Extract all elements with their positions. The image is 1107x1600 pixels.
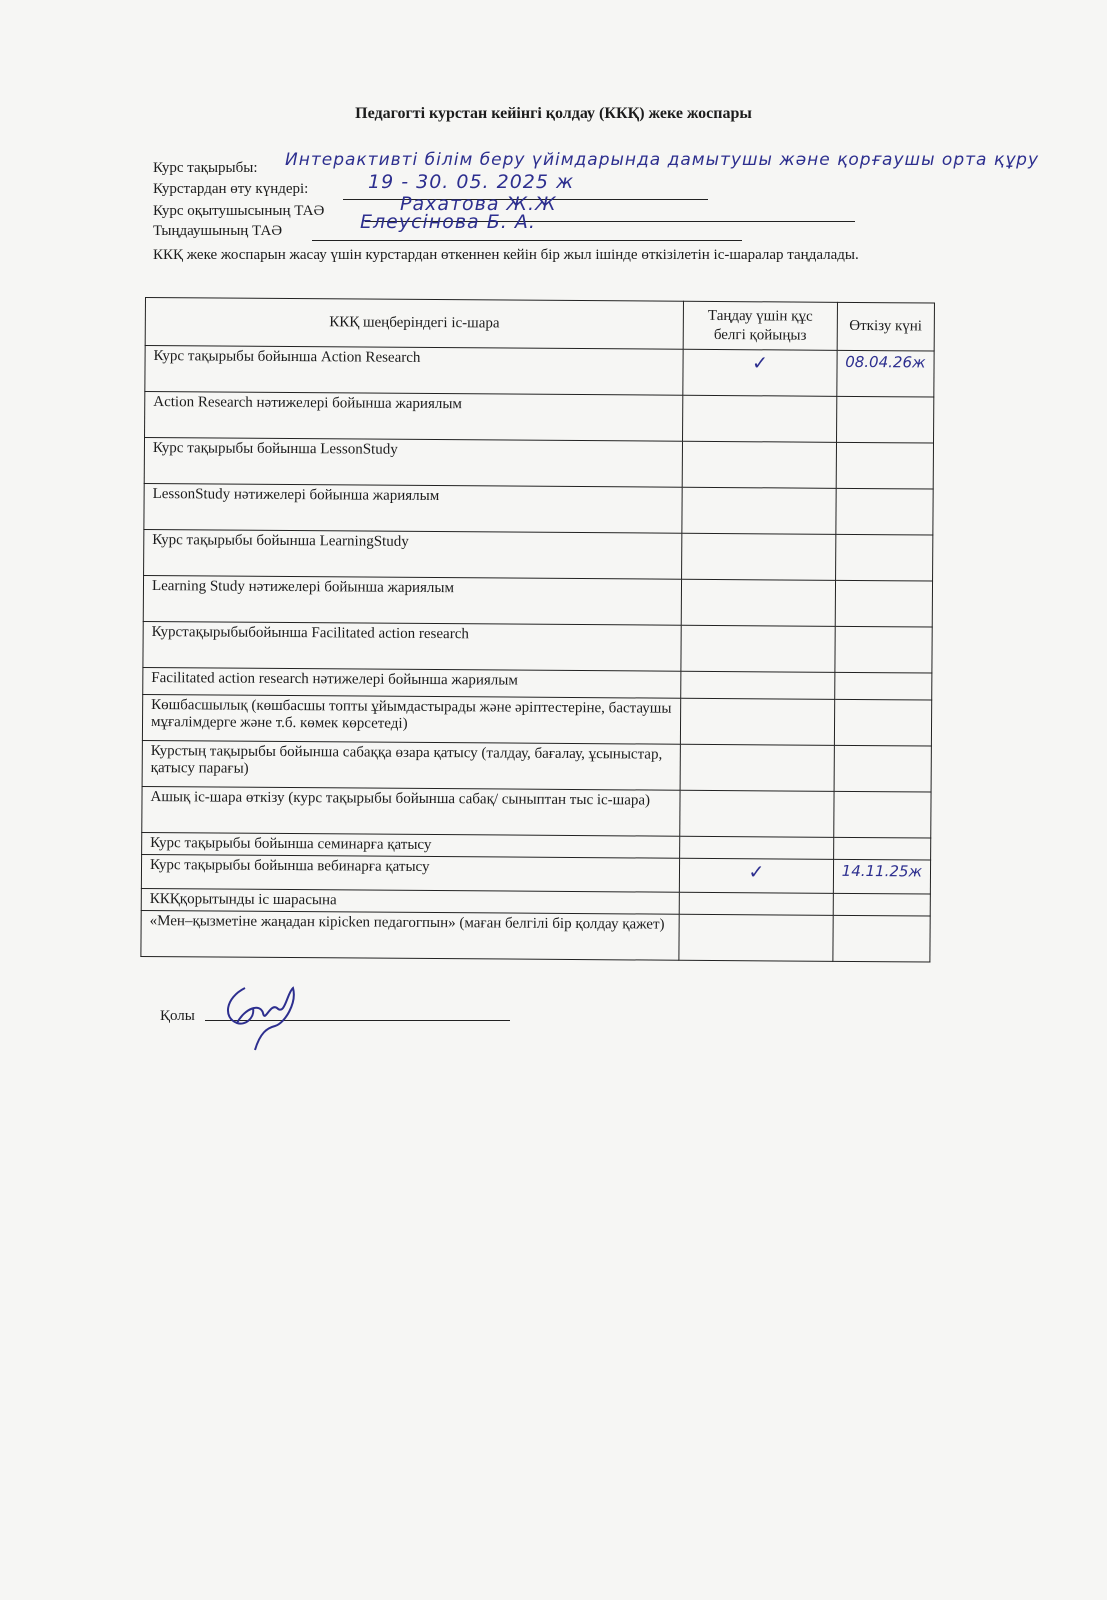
activity-cell: «Мен–қызметіне жаңадан кірісken педагогпын» (маған белгілі бір қолдау қажет)	[141, 910, 679, 960]
checkmark-cell	[682, 533, 836, 580]
instruction-text: ККҚ жеке жоспарын жасау үшін курстардан өткеннен кейін бір жыл ішінде өткізілетін іс-шаралар таңдалады.	[153, 247, 859, 263]
checkmark-cell	[679, 914, 833, 961]
date-cell	[833, 837, 930, 860]
date-cell	[834, 672, 932, 700]
header-activity: ККҚ шеңберіндегі іс-шара	[145, 298, 683, 350]
listener-label: Тыңдаушының ТАӘ	[153, 223, 283, 239]
table-row	[142, 786, 931, 838]
activity-cell: ККҚқорытынды іс шарасына	[141, 888, 679, 914]
checkmark-cell	[681, 698, 835, 745]
table-row	[144, 483, 933, 535]
activity-cell: Курс тақырыбы бойынша LessonStudy	[144, 438, 682, 488]
activity-cell: Action Research нәтижелері бойынша жариялым	[145, 392, 683, 442]
date-cell	[836, 396, 934, 443]
checkmark-cell	[679, 892, 833, 915]
checkmark-cell	[682, 441, 836, 488]
listener-value: Елеусінова Б. А.	[360, 211, 536, 233]
date-cell: 08.04.26ж	[836, 350, 934, 397]
checkmark-cell	[680, 790, 834, 837]
header-mark: Таңдау үшін құс белгі қойыңыз	[683, 301, 837, 350]
document-title: Педагогті курстан кейінгі қолдау (ККҚ) жеке жоспары	[355, 105, 752, 122]
table-row	[144, 438, 933, 490]
handwritten-signature	[215, 978, 305, 1053]
table-row	[145, 392, 934, 444]
table-row	[143, 575, 932, 627]
table-row	[141, 854, 930, 894]
checkmark-cell	[680, 836, 834, 859]
course-topic-label: Курс тақырыбы:	[153, 160, 258, 176]
listener-underline	[312, 240, 742, 241]
date-cell	[835, 580, 933, 627]
activity-cell: Курстақырыбыбойынша Facilitated action research	[143, 621, 681, 671]
date-cell	[833, 915, 931, 962]
checkmark-cell	[681, 579, 835, 626]
date-cell	[834, 745, 932, 792]
checkmark-cell: ✓	[683, 349, 837, 396]
checkmark-cell: ✓	[680, 858, 834, 893]
activity-table	[140, 297, 935, 962]
date-cell	[835, 626, 933, 673]
table-row	[142, 740, 931, 792]
activity-cell: Facilitated action research нәтижелері бойынша жариялым	[143, 667, 681, 698]
table-row	[143, 621, 932, 673]
course-dates-label: Курстардан өту күндері:	[153, 181, 309, 197]
date-cell	[836, 488, 934, 535]
activity-cell: Курс тақырыбы бойынша LearningStudy	[144, 529, 682, 579]
table-header-row	[145, 298, 934, 352]
table-row	[142, 694, 931, 746]
instructor-label: Курс оқытушысының ТАӘ	[153, 203, 325, 219]
header-date: Өткізу күні	[837, 302, 935, 351]
course-dates-value: 19 - 30. 05. 2025 ж	[368, 171, 575, 193]
activity-cell: Көшбасшылық (көшбасшы топты ұйымдастырады және әріптестеріне, бастаушы мұғалімдерге және т.б. көмек көрсетеді)	[142, 694, 680, 744]
checkmark-cell	[680, 744, 834, 791]
checkmark-cell	[681, 671, 835, 699]
checkmark-cell	[681, 625, 835, 672]
activity-cell: Курс тақырыбы бойынша семинарға қатысу	[142, 832, 680, 858]
activity-cell: Курстың тақырыбы бойынша сабаққа өзара қатысу (талдау, бағалау, ұсыныстар, қатысу парағы)	[142, 740, 680, 790]
table-row	[145, 346, 934, 398]
instructor-value: Рахатова Ж.Ж	[400, 193, 557, 215]
course-topic-value: Интерактивті білім беру үйімдарында дамытушы және қорғаушы орта құру	[285, 150, 1040, 170]
date-cell	[833, 893, 930, 916]
date-cell: 14.11.25ж	[833, 859, 931, 894]
checkmark-cell	[683, 395, 837, 442]
date-cell	[834, 699, 932, 746]
activity-cell: Курс тақырыбы бойынша Action Research	[145, 346, 683, 396]
activity-cell: LessonStudy нәтижелері бойынша жариялым	[144, 483, 682, 533]
activity-cell: Курс тақырыбы бойынша вебинарға қатысу	[141, 854, 679, 892]
checkmark-cell	[682, 487, 836, 534]
table-row	[141, 910, 930, 962]
date-cell	[835, 534, 933, 581]
activity-cell: Learning Study нәтижелері бойынша жариялым	[143, 575, 681, 625]
date-cell	[836, 442, 934, 489]
signature-label: Қолы	[160, 1008, 195, 1024]
date-cell	[833, 791, 931, 838]
table-row	[144, 529, 933, 581]
activity-cell: Ашық іс-шара өткізу (курс тақырыбы бойынша сабақ/ сыныптан тыс іс-шара)	[142, 786, 680, 836]
